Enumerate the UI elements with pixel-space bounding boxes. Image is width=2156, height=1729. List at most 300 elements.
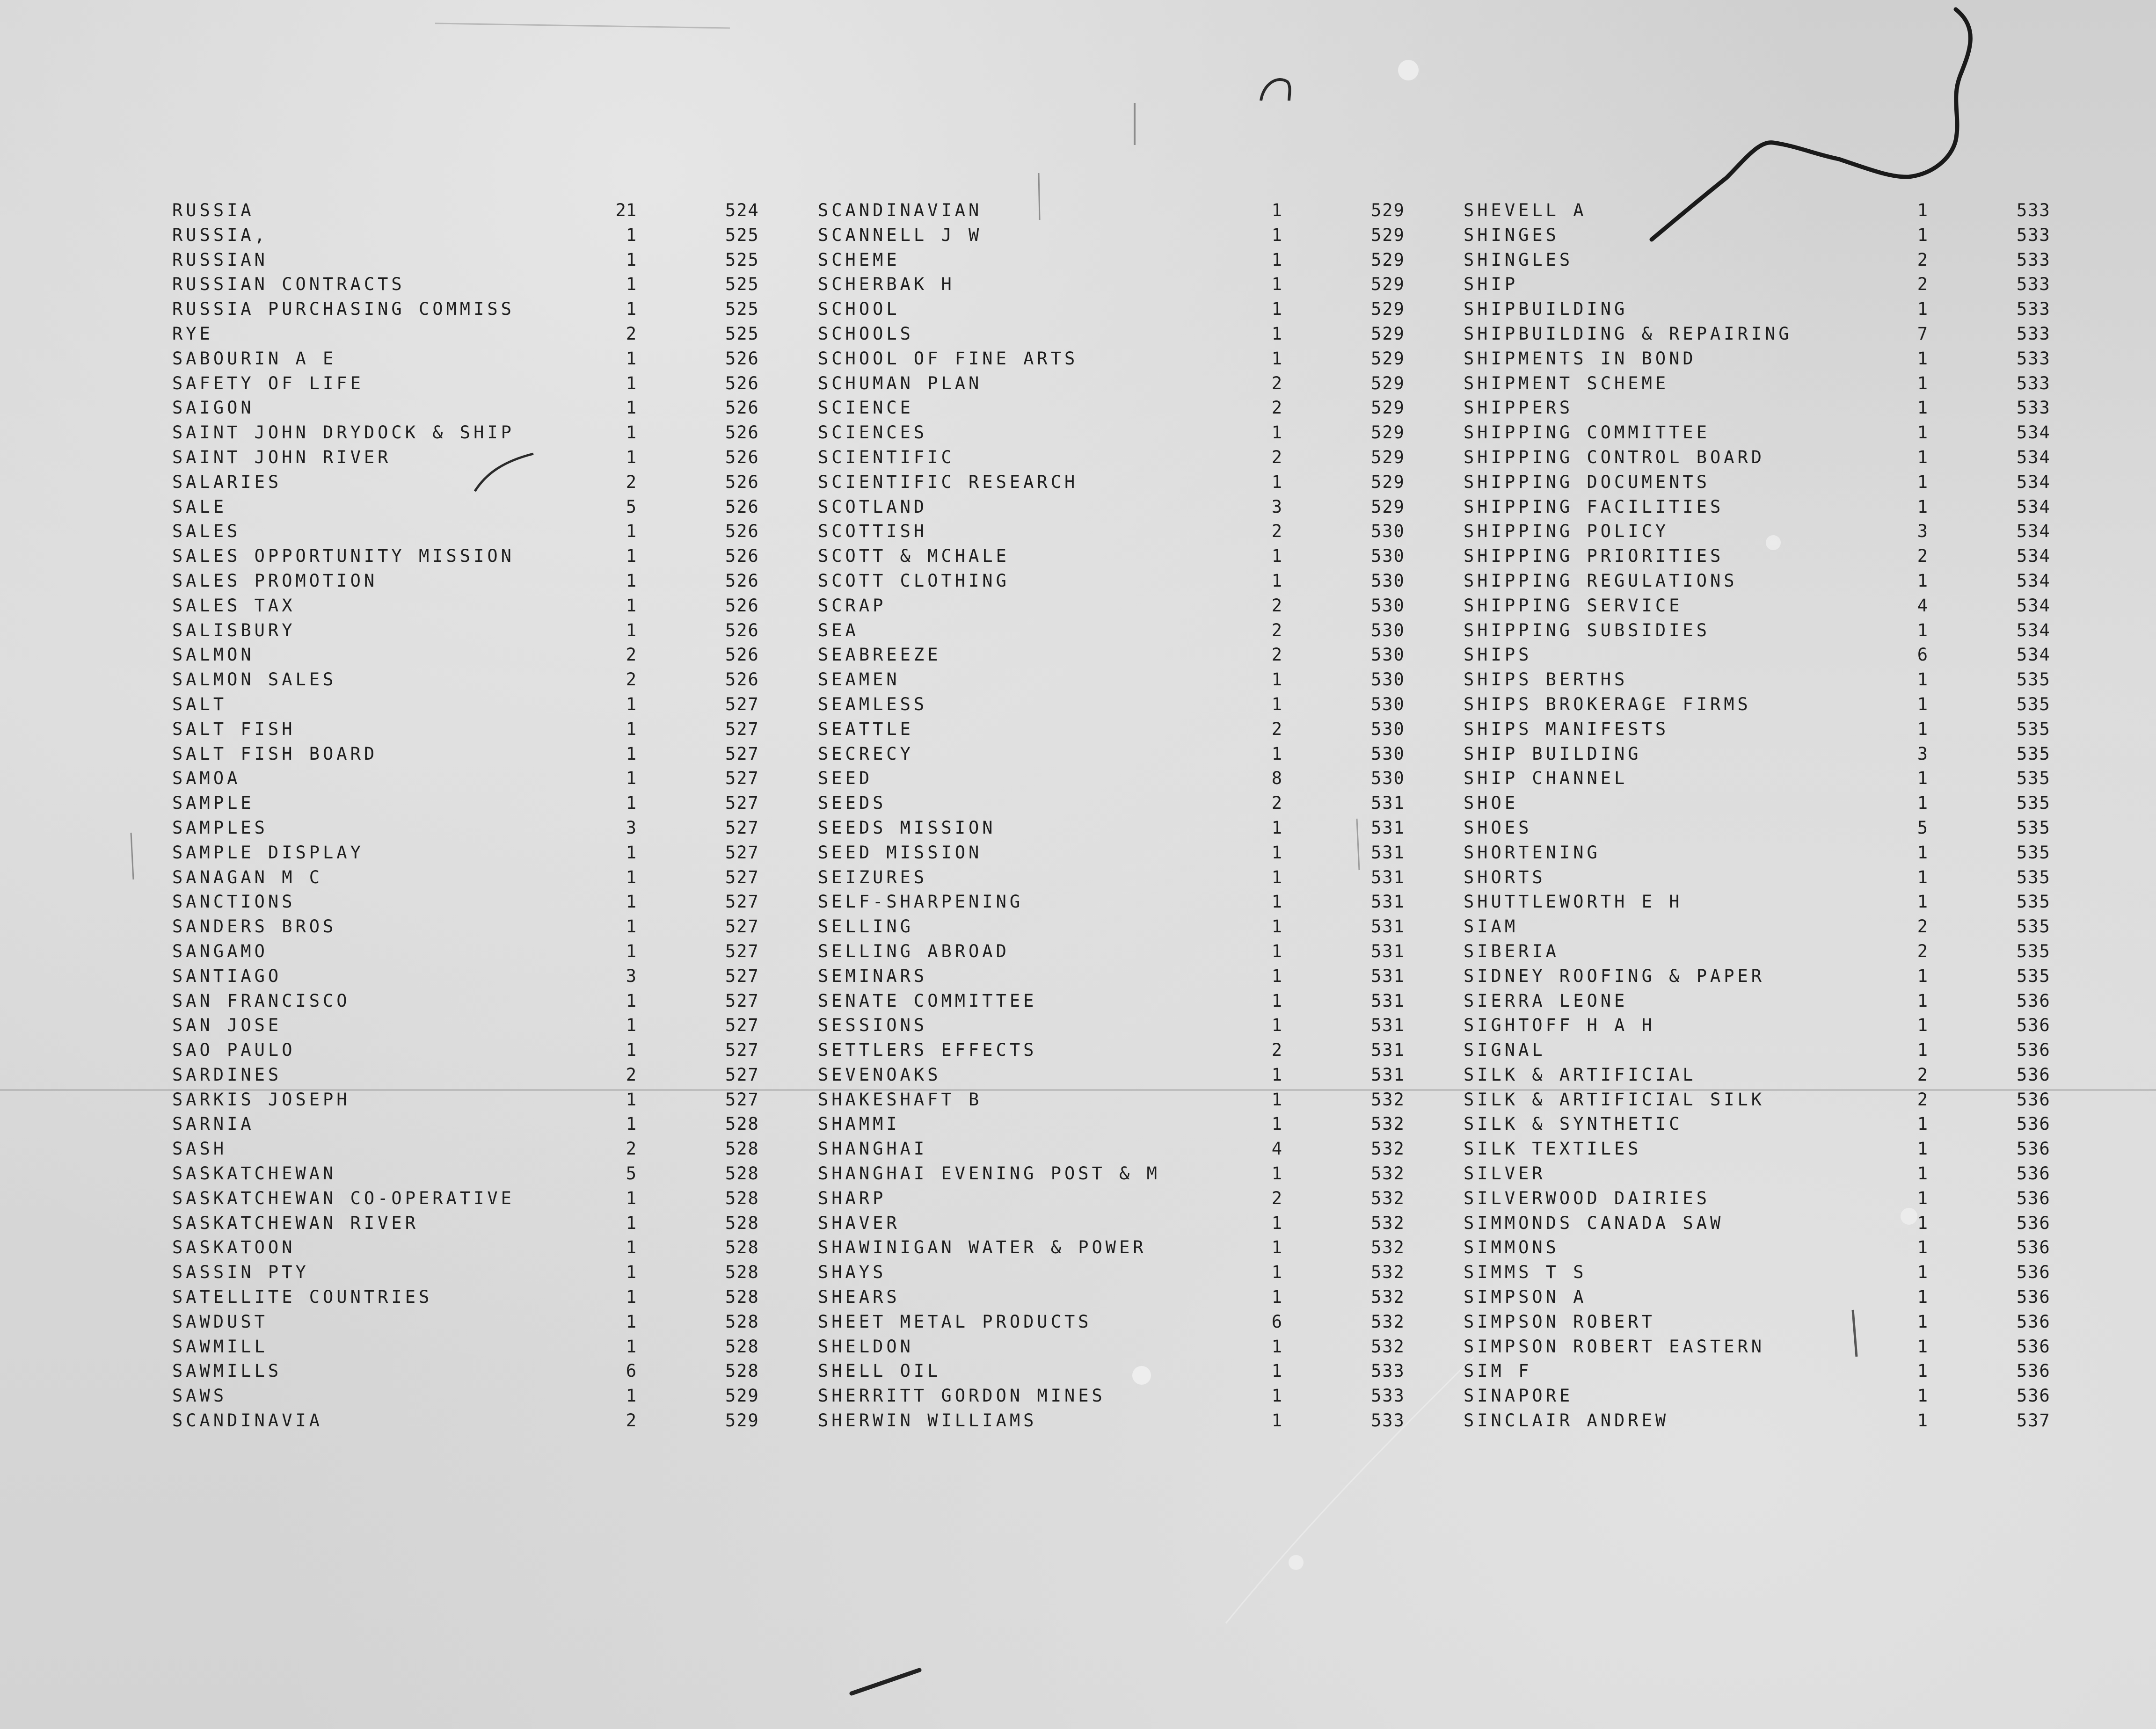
occurrence-count: 1 bbox=[1271, 1237, 1282, 1258]
page-reference: 529 bbox=[1371, 422, 1405, 443]
index-term: SHANGHAI bbox=[818, 1139, 928, 1159]
occurrence-count: 5 bbox=[626, 496, 636, 517]
index-term: RUSSIAN CONTRACTS bbox=[172, 274, 405, 295]
occurrence-count: 2 bbox=[626, 323, 636, 344]
page-reference: 536 bbox=[2017, 1386, 2051, 1406]
page-reference: 526 bbox=[725, 645, 759, 665]
page-reference: 531 bbox=[1371, 1064, 1405, 1085]
index-term: SEEDS MISSION bbox=[818, 817, 996, 838]
occurrence-count: 1 bbox=[1917, 373, 1928, 393]
index-term: SEABREEZE bbox=[818, 645, 941, 665]
index-term: SASSIN PTY bbox=[172, 1262, 309, 1283]
index-term: SHERWIN WILLIAMS bbox=[818, 1410, 1037, 1431]
occurrence-count: 1 bbox=[1271, 1089, 1282, 1110]
occurrence-count: 1 bbox=[1271, 842, 1282, 863]
index-term: SATELLITE COUNTRIES bbox=[172, 1287, 433, 1308]
occurrence-count: 1 bbox=[1917, 472, 1928, 492]
occurrence-count: 1 bbox=[1271, 323, 1282, 344]
occurrence-count: 1 bbox=[1917, 1188, 1928, 1208]
page-reference: 529 bbox=[1371, 274, 1405, 295]
index-term: SHIPPING FACILITIES bbox=[1464, 496, 1724, 517]
index-term: SAN JOSE bbox=[172, 1015, 282, 1036]
page-reference: 531 bbox=[1371, 1040, 1405, 1061]
page-reference: 536 bbox=[2017, 1361, 2051, 1381]
page-reference: 533 bbox=[2017, 249, 2051, 270]
index-term: SASKATCHEWAN CO-OPERATIVE bbox=[172, 1188, 515, 1208]
index-term: SCOTTISH bbox=[818, 521, 928, 542]
occurrence-count: 1 bbox=[1917, 1311, 1928, 1332]
page-reference: 531 bbox=[1371, 842, 1405, 863]
index-term: SHIP CHANNEL bbox=[1464, 768, 1628, 789]
index-term: SEEDS bbox=[818, 793, 887, 814]
page-reference: 528 bbox=[725, 1287, 759, 1308]
occurrence-count: 6 bbox=[1917, 645, 1928, 665]
page-reference: 526 bbox=[725, 373, 759, 393]
page-reference: 536 bbox=[2017, 1015, 2051, 1036]
occurrence-count: 1 bbox=[1917, 694, 1928, 714]
index-term: SHAKESHAFT B bbox=[818, 1089, 983, 1110]
index-term: SHAWINIGAN WATER & POWER bbox=[818, 1237, 1147, 1258]
page-reference: 535 bbox=[2017, 966, 2051, 986]
occurrence-count: 1 bbox=[1917, 496, 1928, 517]
occurrence-count: 1 bbox=[626, 274, 636, 295]
occurrence-count: 1 bbox=[1917, 1040, 1928, 1061]
occurrence-count: 1 bbox=[1917, 793, 1928, 814]
page-reference: 529 bbox=[1371, 225, 1405, 245]
index-term: SAWDUST bbox=[172, 1311, 268, 1332]
index-term: SALES bbox=[172, 521, 241, 542]
page-reference: 533 bbox=[1371, 1386, 1405, 1406]
page-reference: 529 bbox=[1371, 496, 1405, 517]
index-term: SEAMEN bbox=[818, 669, 900, 690]
occurrence-count: 2 bbox=[626, 669, 636, 690]
index-term: SIMPSON A bbox=[1464, 1287, 1587, 1308]
page-reference: 534 bbox=[2017, 570, 2051, 591]
page-reference: 527 bbox=[725, 966, 759, 986]
index-term: SAINT JOHN DRYDOCK & SHIP bbox=[172, 422, 515, 443]
index-term: SIMMONDS CANADA SAW bbox=[1464, 1213, 1724, 1233]
occurrence-count: 1 bbox=[626, 620, 636, 640]
occurrence-count: 1 bbox=[626, 990, 636, 1011]
page-reference: 532 bbox=[1371, 1114, 1405, 1134]
index-term: RUSSIA bbox=[172, 200, 255, 220]
page-reference: 527 bbox=[725, 1089, 759, 1110]
index-term: RUSSIA PURCHASING COMMISS bbox=[172, 299, 515, 320]
occurrence-count: 1 bbox=[1271, 1163, 1282, 1184]
index-term: SASH bbox=[172, 1139, 227, 1159]
occurrence-count: 1 bbox=[1917, 1262, 1928, 1283]
page-reference: 534 bbox=[2017, 645, 2051, 665]
page-reference: 526 bbox=[725, 447, 759, 467]
index-term: SCOTLAND bbox=[818, 496, 928, 517]
occurrence-count: 1 bbox=[1917, 1287, 1928, 1308]
occurrence-count: 1 bbox=[1271, 669, 1282, 690]
index-term: SEED bbox=[818, 768, 873, 789]
occurrence-count: 1 bbox=[1271, 1015, 1282, 1036]
page-reference: 536 bbox=[2017, 1064, 2051, 1085]
page-reference: 535 bbox=[2017, 842, 2051, 863]
index-term: SALES TAX bbox=[172, 595, 296, 616]
occurrence-count: 2 bbox=[1917, 916, 1928, 937]
page-reference: 532 bbox=[1371, 1287, 1405, 1308]
index-term: SHIPS MANIFESTS bbox=[1464, 719, 1669, 739]
page-reference: 534 bbox=[2017, 546, 2051, 567]
index-term: SALT bbox=[172, 694, 227, 714]
occurrence-count: 1 bbox=[1917, 669, 1928, 690]
index-term: SCHEME bbox=[818, 249, 900, 270]
occurrence-count: 1 bbox=[626, 299, 636, 320]
page-reference: 535 bbox=[2017, 669, 2051, 690]
index-term: SIBERIA bbox=[1464, 941, 1559, 961]
page-reference: 527 bbox=[725, 817, 759, 838]
page-reference: 535 bbox=[2017, 793, 2051, 814]
page-reference: 531 bbox=[1371, 966, 1405, 986]
occurrence-count: 4 bbox=[1271, 1139, 1282, 1159]
index-term: SHIPPING CONTROL BOARD bbox=[1464, 447, 1765, 467]
occurrence-count: 1 bbox=[1271, 1336, 1282, 1357]
occurrence-count: 2 bbox=[1271, 719, 1282, 739]
page-reference: 535 bbox=[2017, 768, 2051, 789]
index-term: SILK TEXTILES bbox=[1464, 1139, 1642, 1159]
index-term: SHIPBUILDING & REPAIRING bbox=[1464, 323, 1792, 344]
occurrence-count: 6 bbox=[1271, 1311, 1282, 1332]
index-term: SALARIES bbox=[172, 472, 282, 492]
page-reference: 533 bbox=[2017, 225, 2051, 245]
index-term: SARNIA bbox=[172, 1114, 255, 1134]
index-term: SHIPPING SUBSIDIES bbox=[1464, 620, 1710, 640]
page-reference: 526 bbox=[725, 570, 759, 591]
occurrence-count: 2 bbox=[1271, 595, 1282, 616]
occurrence-count: 1 bbox=[626, 1287, 636, 1308]
page-reference: 536 bbox=[2017, 1336, 2051, 1357]
page-reference: 534 bbox=[2017, 472, 2051, 492]
page-reference: 527 bbox=[725, 990, 759, 1011]
occurrence-count: 2 bbox=[1917, 249, 1928, 270]
page-reference: 536 bbox=[2017, 1040, 2051, 1061]
occurrence-count: 1 bbox=[1271, 274, 1282, 295]
index-term: SCANNELL J W bbox=[818, 225, 983, 245]
index-term: SANGAMO bbox=[172, 941, 268, 961]
occurrence-count: 2 bbox=[1271, 373, 1282, 393]
index-term: SHIPPING DOCUMENTS bbox=[1464, 472, 1710, 492]
page-reference: 531 bbox=[1371, 867, 1405, 887]
index-term: SHIPPING REGULATIONS bbox=[1464, 570, 1738, 591]
occurrence-count: 1 bbox=[1271, 941, 1282, 961]
index-term: SILK & ARTIFICIAL SILK bbox=[1464, 1089, 1765, 1110]
index-term: SINAPORE bbox=[1464, 1386, 1573, 1406]
occurrence-count: 1 bbox=[1271, 916, 1282, 937]
page-reference: 536 bbox=[2017, 1311, 2051, 1332]
index-term: SARDINES bbox=[172, 1064, 282, 1085]
occurrence-count: 7 bbox=[1917, 323, 1928, 344]
index-term: SHORTS bbox=[1464, 867, 1546, 887]
occurrence-count: 1 bbox=[1917, 892, 1928, 912]
index-term: SHIPS bbox=[1464, 645, 1532, 665]
index-term: SHEARS bbox=[818, 1287, 900, 1308]
page-reference: 528 bbox=[725, 1188, 759, 1208]
occurrence-count: 1 bbox=[626, 1015, 636, 1036]
index-term: SARKIS JOSEPH bbox=[172, 1089, 350, 1110]
occurrence-count: 3 bbox=[1917, 743, 1928, 764]
occurrence-count: 3 bbox=[626, 817, 636, 838]
occurrence-count: 1 bbox=[1917, 620, 1928, 640]
occurrence-count: 1 bbox=[1917, 570, 1928, 591]
page-reference: 533 bbox=[2017, 323, 2051, 344]
occurrence-count: 2 bbox=[1917, 941, 1928, 961]
index-term: SALMON SALES bbox=[172, 669, 337, 690]
page-reference: 527 bbox=[725, 867, 759, 887]
occurrence-count: 1 bbox=[626, 447, 636, 467]
occurrence-count: 1 bbox=[626, 1386, 636, 1406]
page-reference: 530 bbox=[1371, 595, 1405, 616]
page-reference: 535 bbox=[2017, 694, 2051, 714]
index-term: SAMOA bbox=[172, 768, 241, 789]
index-term: RYE bbox=[172, 323, 213, 344]
index-term: SIMMS T S bbox=[1464, 1262, 1587, 1283]
page-reference: 528 bbox=[725, 1336, 759, 1357]
occurrence-count: 3 bbox=[1271, 496, 1282, 517]
occurrence-count: 1 bbox=[626, 1213, 636, 1233]
page-reference: 527 bbox=[725, 916, 759, 937]
page-reference: 528 bbox=[725, 1361, 759, 1381]
page-reference: 527 bbox=[725, 694, 759, 714]
occurrence-count: 1 bbox=[626, 867, 636, 887]
occurrence-count: 1 bbox=[1917, 1213, 1928, 1233]
page-reference: 529 bbox=[1371, 323, 1405, 344]
index-term: SHIPMENT SCHEME bbox=[1464, 373, 1669, 393]
index-term: SHAMMI bbox=[818, 1114, 900, 1134]
occurrence-count: 1 bbox=[1271, 200, 1282, 220]
occurrence-count: 1 bbox=[626, 1089, 636, 1110]
page-reference: 535 bbox=[2017, 892, 2051, 912]
occurrence-count: 2 bbox=[626, 1064, 636, 1085]
occurrence-count: 1 bbox=[1917, 867, 1928, 887]
index-term: SCANDINAVIAN bbox=[818, 200, 983, 220]
index-term: SCANDINAVIA bbox=[172, 1410, 323, 1431]
index-term: SCOTT & MCHALE bbox=[818, 546, 1010, 567]
page-reference: 532 bbox=[1371, 1188, 1405, 1208]
page-reference: 534 bbox=[2017, 595, 2051, 616]
index-term: SHUTTLEWORTH E H bbox=[1464, 892, 1683, 912]
page-reference: 530 bbox=[1371, 546, 1405, 567]
index-term: SHOE bbox=[1464, 793, 1519, 814]
page-reference: 529 bbox=[725, 1410, 759, 1431]
index-term: SESSIONS bbox=[818, 1015, 928, 1036]
occurrence-count: 1 bbox=[1917, 990, 1928, 1011]
index-term: SAINT JOHN RIVER bbox=[172, 447, 392, 467]
page-reference: 528 bbox=[725, 1114, 759, 1134]
index-term: SHAYS bbox=[818, 1262, 887, 1283]
occurrence-count: 1 bbox=[1271, 1361, 1282, 1381]
index-term: SIM F bbox=[1464, 1361, 1532, 1381]
occurrence-count: 1 bbox=[1917, 1386, 1928, 1406]
index-term: SCHOOL bbox=[818, 299, 900, 320]
page-reference: 525 bbox=[725, 274, 759, 295]
page-reference: 527 bbox=[725, 1015, 759, 1036]
page-reference: 525 bbox=[725, 323, 759, 344]
page-reference: 527 bbox=[725, 1040, 759, 1061]
index-term: SINCLAIR ANDREW bbox=[1464, 1410, 1669, 1431]
occurrence-count: 1 bbox=[626, 1262, 636, 1283]
page-reference: 532 bbox=[1371, 1213, 1405, 1233]
index-term: SCHUMAN PLAN bbox=[818, 373, 983, 393]
occurrence-count: 1 bbox=[626, 570, 636, 591]
page-reference: 530 bbox=[1371, 645, 1405, 665]
index-term: SILVERWOOD DAIRIES bbox=[1464, 1188, 1710, 1208]
page-reference: 533 bbox=[2017, 348, 2051, 369]
occurrence-count: 1 bbox=[1271, 867, 1282, 887]
occurrence-count: 1 bbox=[1917, 1336, 1928, 1357]
index-term: SANCTIONS bbox=[172, 892, 296, 912]
occurrence-count: 1 bbox=[1271, 299, 1282, 320]
page-reference: 531 bbox=[1371, 892, 1405, 912]
occurrence-count: 1 bbox=[1917, 768, 1928, 789]
page-reference: 527 bbox=[725, 1064, 759, 1085]
page-reference: 527 bbox=[725, 768, 759, 789]
page-reference: 535 bbox=[2017, 941, 2051, 961]
occurrence-count: 2 bbox=[626, 472, 636, 492]
occurrence-count: 3 bbox=[626, 966, 636, 986]
occurrence-count: 1 bbox=[1271, 249, 1282, 270]
occurrence-count: 1 bbox=[626, 595, 636, 616]
page-reference: 535 bbox=[2017, 743, 2051, 764]
page-reference: 536 bbox=[2017, 1188, 2051, 1208]
occurrence-count: 1 bbox=[1917, 1015, 1928, 1036]
index-term: SAIGON bbox=[172, 398, 255, 418]
page-reference: 531 bbox=[1371, 941, 1405, 961]
occurrence-count: 2 bbox=[1271, 1040, 1282, 1061]
index-term: SANAGAN M C bbox=[172, 867, 323, 887]
occurrence-count: 2 bbox=[1917, 1064, 1928, 1085]
index-term: SILK & SYNTHETIC bbox=[1464, 1114, 1683, 1134]
page-reference: 529 bbox=[1371, 447, 1405, 467]
index-term: SAN FRANCISCO bbox=[172, 990, 350, 1011]
page-reference: 534 bbox=[2017, 447, 2051, 467]
page-reference: 529 bbox=[1371, 398, 1405, 418]
occurrence-count: 1 bbox=[626, 249, 636, 270]
occurrence-count: 1 bbox=[1917, 225, 1928, 245]
index-term: SHARP bbox=[818, 1188, 887, 1208]
index-term: SHEET METAL PRODUCTS bbox=[818, 1311, 1092, 1332]
index-term: SILVER bbox=[1464, 1163, 1546, 1184]
index-term: SALES OPPORTUNITY MISSION bbox=[172, 546, 515, 567]
page-reference: 535 bbox=[2017, 916, 2051, 937]
index-term: SHIPPING COMMITTEE bbox=[1464, 422, 1710, 443]
page-reference: 534 bbox=[2017, 422, 2051, 443]
page-reference: 529 bbox=[1371, 249, 1405, 270]
index-term: SEA bbox=[818, 620, 859, 640]
occurrence-count: 1 bbox=[1271, 966, 1282, 986]
page-reference: 529 bbox=[1371, 299, 1405, 320]
index-term: SHIPS BROKERAGE FIRMS bbox=[1464, 694, 1751, 714]
index-term: SAMPLE DISPLAY bbox=[172, 842, 364, 863]
index-term: RUSSIA, bbox=[172, 225, 268, 245]
occurrence-count: 1 bbox=[1917, 966, 1928, 986]
occurrence-count: 2 bbox=[1271, 521, 1282, 542]
occurrence-count: 2 bbox=[1271, 447, 1282, 467]
occurrence-count: 6 bbox=[626, 1361, 636, 1381]
page-reference: 526 bbox=[725, 620, 759, 640]
occurrence-count: 3 bbox=[1917, 521, 1928, 542]
occurrence-count: 1 bbox=[1271, 694, 1282, 714]
occurrence-count: 1 bbox=[1271, 472, 1282, 492]
occurrence-count: 1 bbox=[626, 694, 636, 714]
page-reference: 530 bbox=[1371, 743, 1405, 764]
index-term: SEED MISSION bbox=[818, 842, 983, 863]
occurrence-count: 1 bbox=[1917, 422, 1928, 443]
index-term: SEMINARS bbox=[818, 966, 928, 986]
index-term: SAWMILL bbox=[172, 1336, 268, 1357]
occurrence-count: 2 bbox=[626, 645, 636, 665]
occurrence-count: 2 bbox=[1271, 398, 1282, 418]
page-reference: 526 bbox=[725, 546, 759, 567]
page-reference: 530 bbox=[1371, 521, 1405, 542]
page-reference: 526 bbox=[725, 521, 759, 542]
index-term: SANTIAGO bbox=[172, 966, 282, 986]
index-term: SHIPS BERTHS bbox=[1464, 669, 1628, 690]
index-term: SAMPLES bbox=[172, 817, 268, 838]
occurrence-count: 8 bbox=[1271, 768, 1282, 789]
index-term: SIGHTOFF H A H bbox=[1464, 1015, 1655, 1036]
page-reference: 534 bbox=[2017, 496, 2051, 517]
page-reference: 530 bbox=[1371, 570, 1405, 591]
index-term: SECRECY bbox=[818, 743, 914, 764]
occurrence-count: 1 bbox=[626, 373, 636, 393]
occurrence-count: 1 bbox=[626, 398, 636, 418]
occurrence-count: 1 bbox=[626, 793, 636, 814]
index-term: SHIPPING SERVICE bbox=[1464, 595, 1683, 616]
index-term: SHORTENING bbox=[1464, 842, 1601, 863]
occurrence-count: 2 bbox=[1271, 793, 1282, 814]
index-term: SCIENTIFIC RESEARCH bbox=[818, 472, 1078, 492]
index-term: SCHOOLS bbox=[818, 323, 914, 344]
occurrence-count: 1 bbox=[626, 719, 636, 739]
page-reference: 533 bbox=[2017, 200, 2051, 220]
page-reference: 529 bbox=[1371, 373, 1405, 393]
occurrence-count: 1 bbox=[626, 348, 636, 369]
index-term: SHELDON bbox=[818, 1336, 914, 1357]
occurrence-count: 1 bbox=[626, 422, 636, 443]
index-term: SAWS bbox=[172, 1386, 227, 1406]
index-term: SASKATCHEWAN bbox=[172, 1163, 337, 1184]
page-reference: 534 bbox=[2017, 620, 2051, 640]
occurrence-count: 1 bbox=[626, 892, 636, 912]
page-reference: 528 bbox=[725, 1213, 759, 1233]
page-reference: 532 bbox=[1371, 1311, 1405, 1332]
index-term: SELLING ABROAD bbox=[818, 941, 1010, 961]
page-reference: 527 bbox=[725, 892, 759, 912]
page-reference: 529 bbox=[1371, 472, 1405, 492]
occurrence-count: 1 bbox=[626, 1311, 636, 1332]
page-reference: 530 bbox=[1371, 620, 1405, 640]
page-reference: 533 bbox=[2017, 398, 2051, 418]
index-term: SCIENCE bbox=[818, 398, 914, 418]
index-term: SHERRITT GORDON MINES bbox=[818, 1386, 1106, 1406]
page-reference: 527 bbox=[725, 842, 759, 863]
occurrence-count: 1 bbox=[1271, 1262, 1282, 1283]
index-term: SHEVELL A bbox=[1464, 200, 1587, 220]
occurrence-count: 1 bbox=[626, 1188, 636, 1208]
page-reference: 531 bbox=[1371, 990, 1405, 1011]
index-term: SHAVER bbox=[818, 1213, 900, 1233]
page-reference: 527 bbox=[725, 743, 759, 764]
occurrence-count: 21 bbox=[615, 200, 636, 220]
occurrence-count: 1 bbox=[1271, 570, 1282, 591]
index-term: SASKATOON bbox=[172, 1237, 296, 1258]
occurrence-count: 1 bbox=[626, 1040, 636, 1061]
index-term: SIAM bbox=[1464, 916, 1519, 937]
index-term: SEATTLE bbox=[818, 719, 914, 739]
